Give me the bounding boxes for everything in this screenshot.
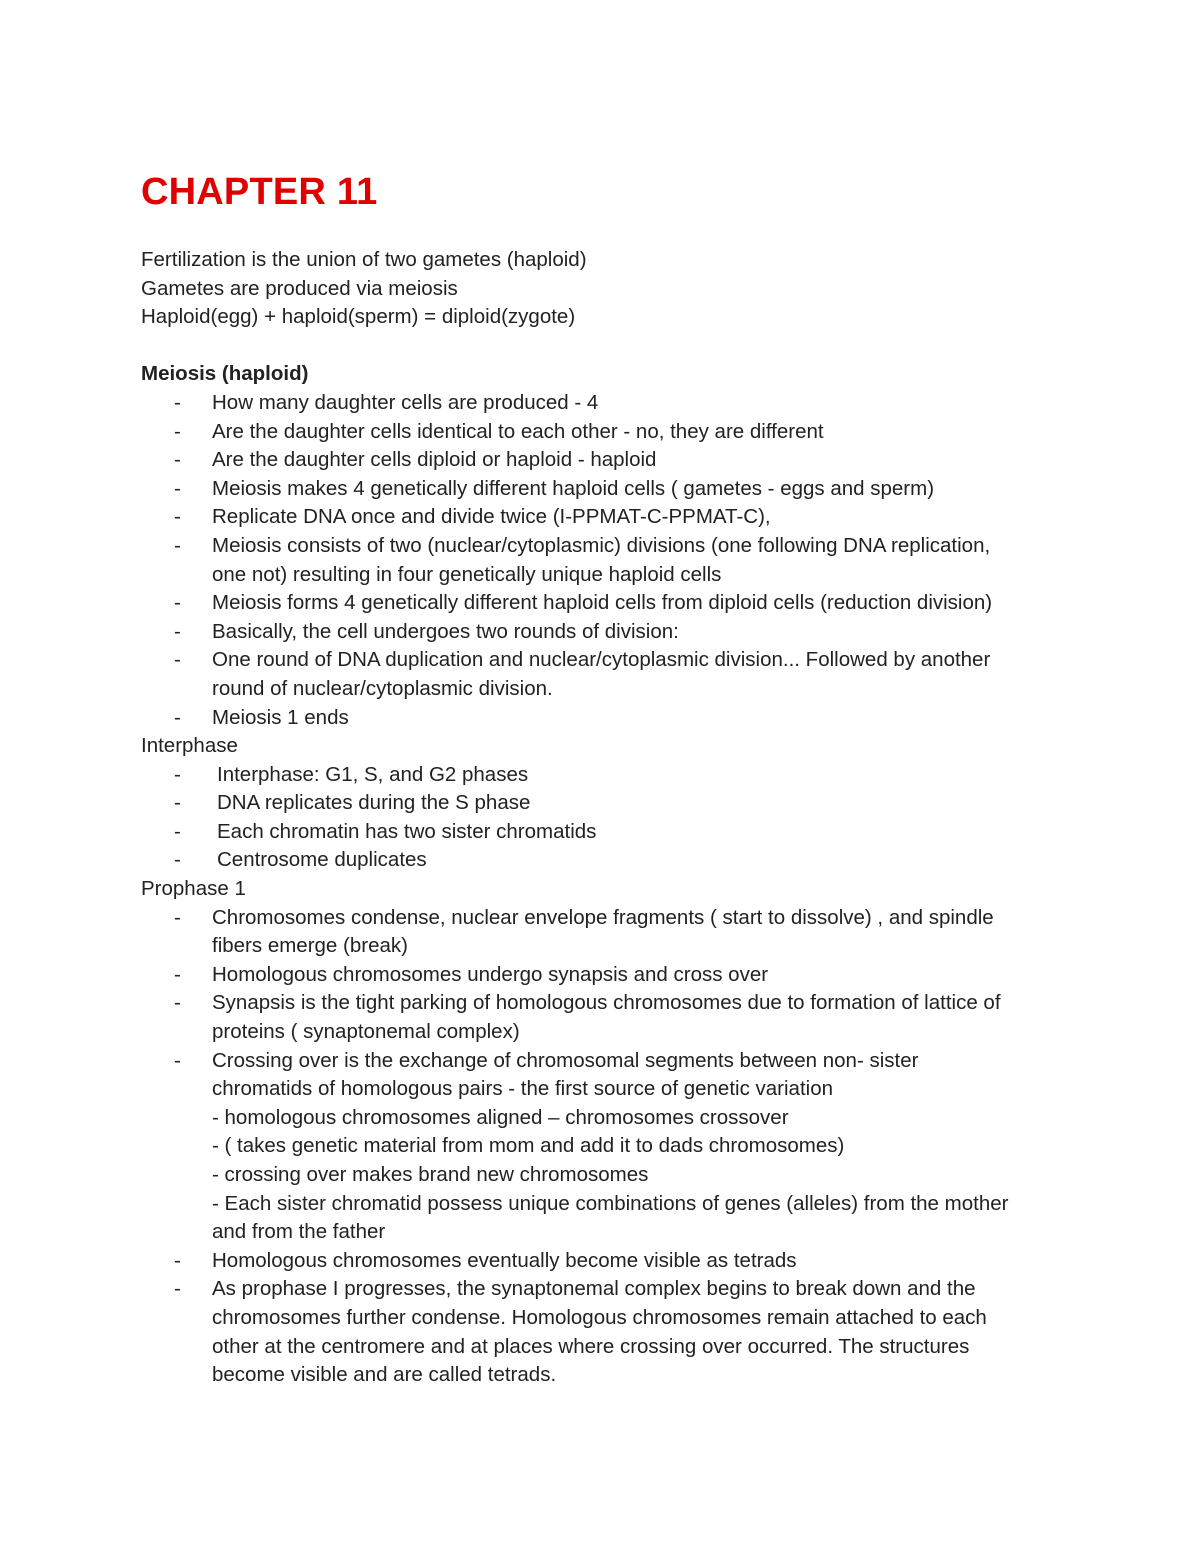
list-item-text (212, 789, 1071, 818)
list-item-line: - Each sister chromatid possess unique combinations of genes (alleles) from the mother (212, 1191, 1009, 1215)
list-item-line: chromatids of homologous pairs - the first source of genetic variation (212, 1077, 833, 1101)
list-item (141, 503, 1071, 532)
bullet-dash: - (174, 791, 181, 815)
bullet-dash: - (174, 619, 181, 643)
bullet-dash: - (174, 390, 181, 414)
list-item (141, 389, 1071, 418)
list-item (141, 704, 1071, 733)
list-item-text (212, 503, 1071, 532)
list-item-text (212, 446, 1071, 475)
list-item-line: and from the father (212, 1220, 386, 1244)
list-item (141, 904, 1071, 961)
list-item-text (212, 989, 1071, 1046)
chapter-title: CHAPTER 11 (141, 171, 378, 213)
bullet-dash: - (174, 1248, 181, 1272)
bullet-dash: - (174, 819, 181, 843)
list-item-line: - homologous chromosomes aligned – chromosomes crossover (212, 1105, 789, 1129)
bullet-dash: - (174, 991, 181, 1015)
list-item (141, 418, 1071, 447)
document-content (141, 168, 1071, 1390)
list-item (141, 446, 1071, 475)
list-item-text (212, 532, 1071, 589)
bullet-dash: - (174, 705, 181, 729)
list-item-line: Interphase: G1, S, and G2 phases (217, 762, 529, 786)
list-item (141, 789, 1071, 818)
list-item-line: chromosomes further condense. Homologous chromosomes remain attached to each (212, 1305, 987, 1329)
list-item-line: - ( takes genetic material from mom and add it to dads chromosomes) (212, 1134, 845, 1158)
bullet-dash: - (174, 762, 181, 786)
list-item-line: Meiosis makes 4 genetically different haploid cells ( gametes - eggs and sperm) (212, 476, 935, 500)
list-item-text (212, 618, 1071, 647)
spacer (141, 216, 1071, 246)
bullet-dash: - (174, 419, 181, 443)
list-item-text (212, 1275, 1071, 1389)
bullet-dash: - (174, 591, 181, 615)
list-item-line: one not) resulting in four genetically unique haploid cells (212, 562, 722, 586)
list-item (141, 846, 1071, 875)
list-item (141, 475, 1071, 504)
bullet-dash: - (174, 962, 181, 986)
bullet-dash: - (174, 1277, 181, 1301)
list-item-line: Homologous chromosomes eventually become visible as tetrads (212, 1248, 797, 1272)
bullet-dash: - (174, 648, 181, 672)
bullet-dash: - (174, 1048, 181, 1072)
list-item-line: - crossing over makes brand new chromosomes (212, 1163, 649, 1186)
bullet-dash: - (174, 505, 181, 529)
list-item-line: Each chromatin has two sister chromatids (217, 819, 597, 843)
intro-line-gametes: Gametes are produced via meiosis (141, 276, 458, 300)
meiosis-list (141, 389, 1071, 732)
list-item-line: proteins ( synaptonemal complex) (212, 1020, 520, 1044)
list-item-line: Meiosis consists of two (nuclear/cytoplasmic) divisions (one following DNA replication, (212, 533, 991, 557)
list-item-line: As prophase I progresses, the synaptonemal complex begins to break down and the (212, 1277, 976, 1301)
list-item (141, 618, 1071, 647)
list-item (141, 532, 1071, 589)
prophase-heading: Prophase 1 (141, 877, 246, 901)
list-item-text (212, 646, 1071, 703)
list-item-text (212, 904, 1071, 961)
list-item (141, 961, 1071, 990)
list-item-line: One round of DNA duplication and nuclear/cytoplasmic division... Followed by another (212, 648, 991, 672)
bullet-dash: - (174, 848, 181, 872)
list-item-text (212, 589, 1071, 618)
list-item-line: How many daughter cells are produced - 4 (212, 390, 599, 414)
list-item-text (212, 761, 1071, 790)
list-item-line: other at the centromere and at places where crossing over occurred. The structures (212, 1334, 970, 1358)
list-item-line: Crossing over is the exchange of chromosomal segments between non- sister (212, 1048, 919, 1072)
list-item-text (212, 418, 1071, 447)
list-item-line: Homologous chromosomes undergo synapsis and cross over (212, 962, 769, 986)
prophase-list (141, 904, 1071, 1390)
list-item-text (212, 818, 1071, 847)
list-item-line: fibers emerge (break) (212, 934, 408, 958)
list-item-text (212, 1047, 1071, 1247)
list-item-line: Basically, the cell undergoes two rounds of division: (212, 619, 679, 643)
list-item-line: Centrosome duplicates (217, 848, 427, 872)
list-item-line: become visible and are called tetrads. (212, 1363, 557, 1387)
list-item-text (212, 475, 1071, 504)
list-item-text (212, 961, 1071, 990)
list-item-line: Are the daughter cells diploid or haploid - haploid (212, 448, 657, 472)
list-item (141, 589, 1071, 618)
list-item (141, 989, 1071, 1046)
meiosis-heading: Meiosis (haploid) (141, 362, 309, 386)
list-item-line: DNA replicates during the S phase (217, 791, 531, 815)
intro-line-fertilization: Fertilization is the union of two gametes (haploid) (141, 248, 587, 271)
list-item-text (212, 389, 1071, 418)
bullet-dash: - (174, 448, 181, 472)
list-item (141, 1275, 1071, 1389)
intro-line-equation: Haploid(egg) + haploid(sperm) = diploid(zygote) (141, 305, 576, 329)
bullet-dash: - (174, 476, 181, 500)
list-item (141, 1247, 1071, 1276)
list-item-text (212, 704, 1071, 733)
bullet-dash: - (174, 533, 181, 557)
bullet-dash: - (174, 905, 181, 929)
list-item (141, 646, 1071, 703)
list-item-line: Synapsis is the tight parking of homologous chromosomes due to formation of lattice of (212, 991, 1001, 1015)
list-item-text (212, 1247, 1071, 1276)
list-item-line: round of nuclear/cytoplasmic division. (212, 676, 553, 700)
list-item (141, 1047, 1071, 1247)
list-item-text (212, 846, 1071, 875)
list-item (141, 818, 1071, 847)
list-item-line: Meiosis 1 ends (212, 705, 349, 729)
list-item-line: Replicate DNA once and divide twice (I-PPMAT-C-PPMAT-C), (212, 505, 771, 529)
list-item-line: Meiosis forms 4 genetically different haploid cells from diploid cells (reduction division) (212, 591, 993, 615)
interphase-heading: Interphase (141, 734, 238, 758)
list-item-line: Chromosomes condense, nuclear envelope fragments ( start to dissolve) , and spindle (212, 905, 994, 929)
spacer (141, 332, 1071, 361)
list-item (141, 761, 1071, 790)
interphase-list (141, 761, 1071, 875)
list-item-line: Are the daughter cells identical to each other - no, they are different (212, 419, 824, 443)
